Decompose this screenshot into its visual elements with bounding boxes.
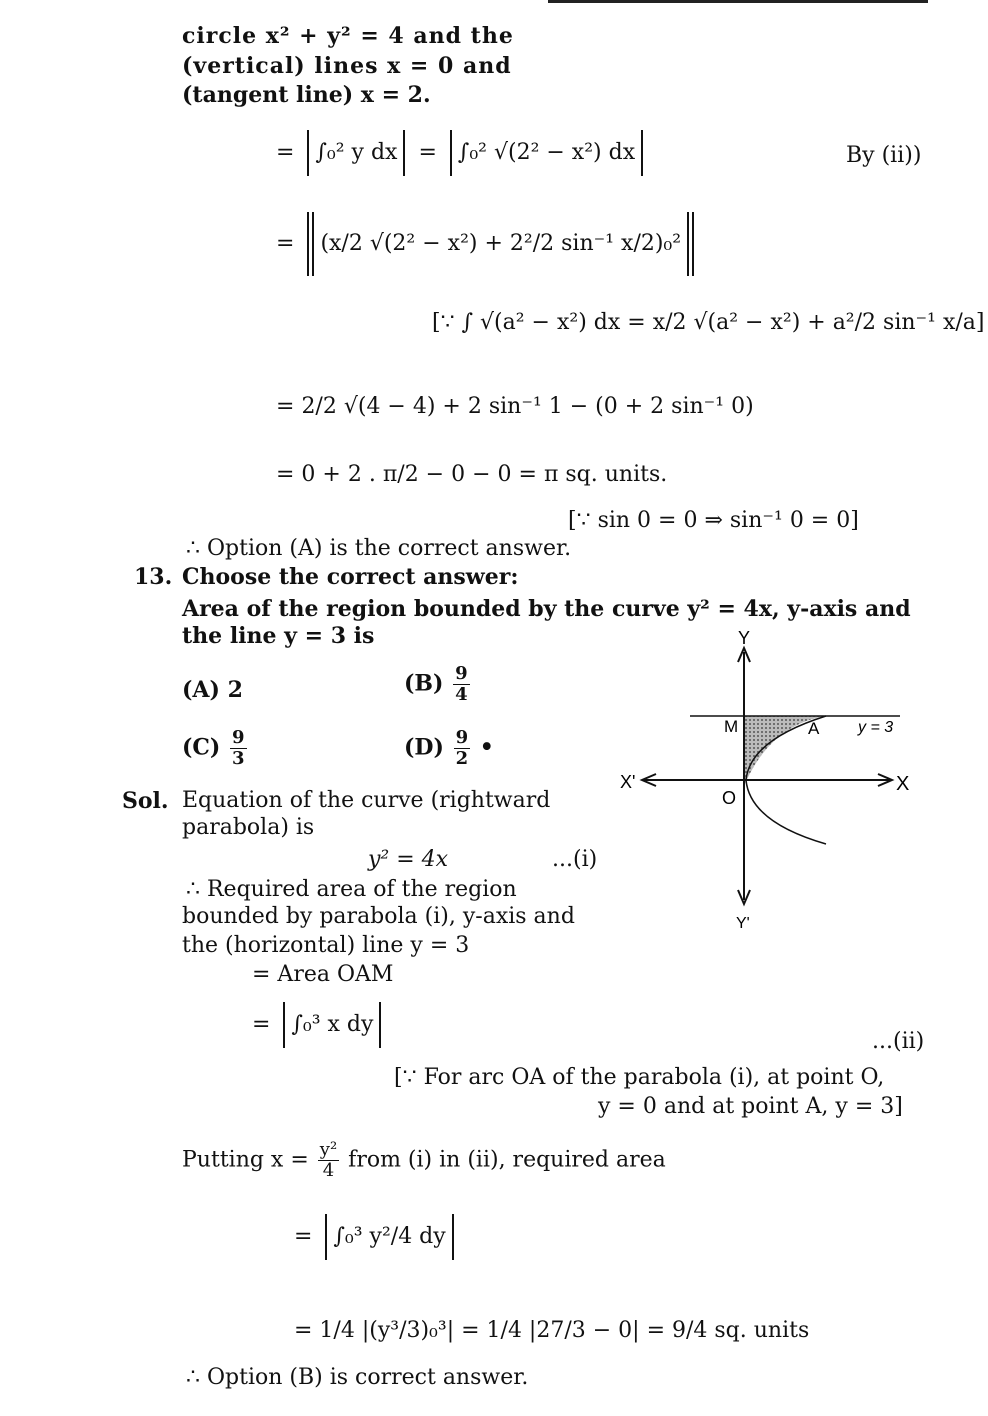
question-line-1: Area of the region bounded by the curve y² = 4x, y-axis and [182, 596, 911, 622]
option-b-den: 4 [455, 684, 468, 705]
sol-integral-2-expr: ∫₀³ y²/4 dy [333, 1224, 446, 1249]
putting-num: y² [319, 1139, 338, 1160]
step-1-lhs: ∫₀² y dx [315, 140, 398, 165]
step-3-expr: 2/2 √(4 − 4) + 2 sin⁻¹ 1 − (0 + 2 sin⁻¹ 0) [301, 394, 754, 419]
intro-line-1: circle x² + y² = 4 and the [182, 23, 514, 49]
standard-formula: [∵ ∫ √(a² − x²) dx = x/2 √(a² − x²) + a²/2 sin⁻¹ x/a] [432, 310, 985, 335]
question-number: 13. [134, 564, 173, 590]
option-d: (D) $\frac{9}{2}$ • [404, 727, 494, 769]
sol-line-1: Equation of the curve (rightward [182, 788, 551, 813]
sol-equation: y² = 4x [368, 847, 449, 872]
option-a-value: 2 [227, 677, 243, 703]
sol-line-4: bounded by parabola (i), y-axis and [182, 904, 575, 929]
sol-integral-expr: ∫₀³ x dy [291, 1012, 374, 1037]
sin-note: [∵ sin 0 = 0 ⇒ sin⁻¹ 0 = 0] [568, 508, 859, 533]
label-x-prime: X' [620, 772, 636, 792]
label-a: A [808, 719, 820, 738]
sol-line-2: parabola) is [182, 815, 315, 840]
question-heading: Choose the correct answer: [182, 564, 519, 590]
option-b [404, 664, 472, 705]
sol-line-3: ∴ Required area of the region [186, 877, 517, 902]
putting-line [182, 1140, 666, 1181]
option-c-den: 3 [232, 748, 245, 769]
label-o: O [722, 788, 737, 808]
sol-equation-tag: ...(i) [552, 847, 598, 872]
option-d-label: (D) [404, 734, 444, 761]
option-b-num: 9 [455, 663, 468, 684]
step-1-rhs: ∫₀² √(2² − x²) dx [457, 140, 636, 165]
label-line: y = 3 [858, 719, 894, 736]
sol-integral-2: = ∫₀³ y²/4 dy [294, 1214, 460, 1260]
step-1: = ∫₀² y dx = ∫₀² √(2² − x²) dx [276, 130, 649, 176]
option-d-den: 2 [455, 748, 469, 769]
step-4: = 0 + 2 . π/2 − 0 − 0 = π sq. units. [276, 462, 668, 487]
sol-final: = 1/4 |(y³/3)₀³| = 1/4 |27/3 − 0| = 9/4 sq. units [294, 1318, 810, 1343]
putting-den: 4 [322, 1160, 335, 1181]
label-y: Y [738, 630, 751, 648]
option-a-label: (A) [182, 677, 220, 703]
option-c-num: 9 [232, 727, 245, 748]
conclusion-a: ∴ Option (A) is the correct answer. [186, 536, 572, 561]
top-rule [548, 0, 928, 3]
step-2: = (x/2 √(2² − x²) + 2²/2 sin⁻¹ x/2)₀² [276, 212, 700, 276]
putting-text: Putting x = [182, 1147, 309, 1173]
step-3: = 2/2 √(4 − 4) + 2 sin⁻¹ 1 − (0 + 2 sin⁻¹ 0) [276, 394, 754, 419]
option-c-label: (C) [182, 734, 221, 761]
sol-integral: = ∫₀³ x dy [252, 1002, 387, 1048]
sol-line-6: = Area OAM [252, 962, 394, 987]
note-line-1: [∵ For arc OA of the parabola (i), at point O, [394, 1065, 885, 1090]
intro-line-2: (vertical) lines x = 0 and [182, 53, 512, 79]
reference-by-ii: By (ii)) [846, 143, 922, 168]
sol-integral-tag: ...(ii) [872, 1029, 925, 1054]
conclusion-b: ∴ Option (B) is correct answer. [186, 1365, 529, 1390]
note-line-2: y = 0 and at point A, y = 3] [598, 1094, 903, 1119]
option-d-num: 9 [455, 727, 469, 748]
label-x: X [896, 773, 910, 795]
sol-line-5: the (horizontal) line y = 3 [182, 933, 470, 958]
intro-line-3: (tangent line) x = 2. [182, 82, 431, 108]
step-2-expr: (x/2 √(2² − x²) + 2²/2 sin⁻¹ x/2)₀² [320, 231, 682, 256]
parabola-diagram [620, 630, 920, 940]
putting-rest: from (i) in (ii), required area [348, 1147, 666, 1173]
option-a [182, 676, 243, 704]
option-b-label: (B) [404, 670, 444, 697]
label-y-prime: Y' [736, 915, 750, 932]
question-line-2: the line y = 3 is [182, 623, 375, 649]
option-c [182, 728, 249, 769]
label-m: M [724, 717, 739, 736]
sol-label: Sol. [122, 788, 169, 814]
